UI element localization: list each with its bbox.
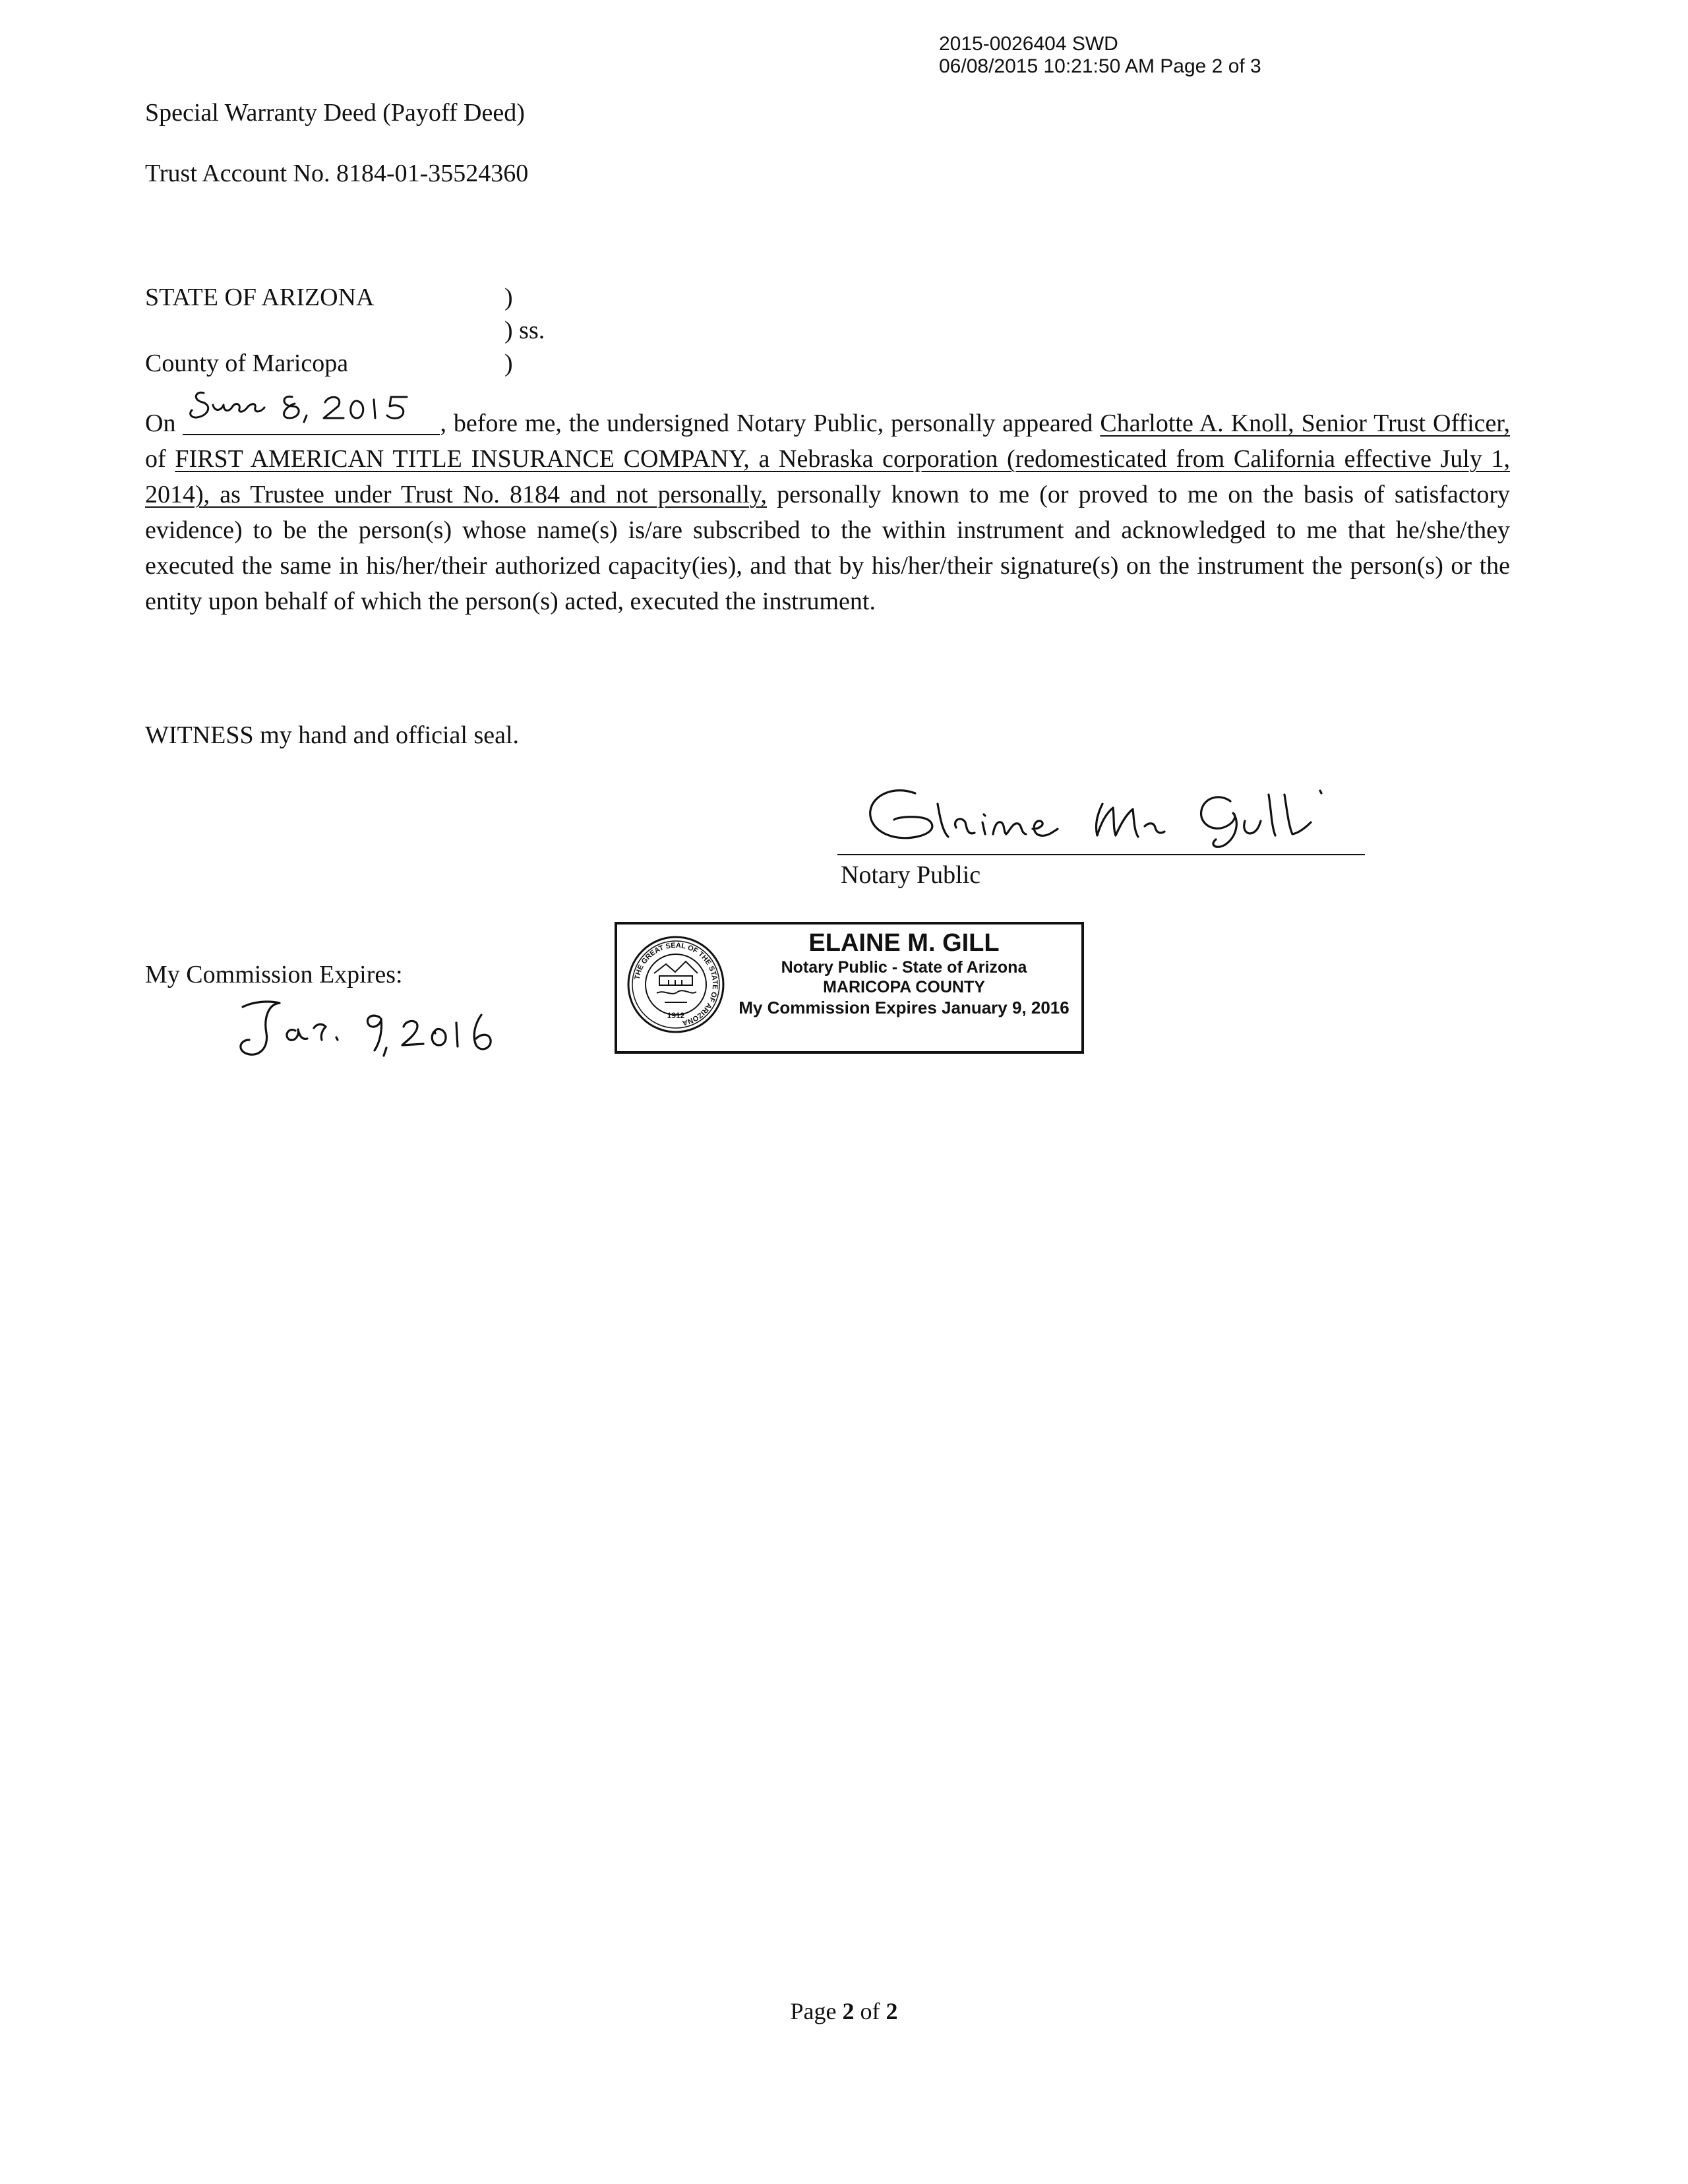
handwritten-date (183, 388, 440, 434)
venue-bracket: ) (504, 349, 513, 377)
stamp-notary-name: ELAINE M. GILL (808, 929, 1000, 957)
footer-current-page: 2 (842, 1998, 855, 2024)
ack-on: On (145, 410, 176, 437)
commission-handwritten-date (231, 992, 508, 1065)
ack-text-2: of (145, 445, 175, 473)
recording-header (939, 33, 1261, 78)
deed-title: Special Warranty Deed (Payoff Deed) (145, 99, 525, 127)
venue-bracket: ) (504, 284, 513, 311)
page-footer (0, 1997, 1688, 2026)
ack-entity: FIRST AMERICAN TITLE INSURANCE COMPANY, a Nebraska corporation (redomesticated from California effective July 1, 2014), as Trustee under Trust No. 8184 and not personally, (145, 445, 1510, 508)
footer-of-word: of (860, 1998, 880, 2024)
handwritten-date-blank (183, 408, 440, 435)
ack-text-3: personally known to me (or proved to me on the basis of satisfactory evidence) to be the person(s) whose name(s) is/are subscribed to the within instrument and acknowledged to me that he/she/they executed the same in his/her/their authorized capacity(ies), and that by his/her/their signature(s) on the instrument the person(s) or the entity upon behalf of which the person(s) acted, executed the instrument. (145, 481, 1510, 615)
acknowledgment-paragraph (145, 406, 1510, 619)
venue-county: County of Maricopa (145, 349, 349, 377)
recording-stamp: 06/08/2015 10:21:50 AM Page 2 of 3 (939, 55, 1261, 77)
notary-stamp (615, 922, 1084, 1054)
signature-line (837, 854, 1365, 855)
svg-text:THE GREAT SEAL OF THE STATE OF: THE GREAT SEAL OF THE STATE OF ARIZONA (633, 941, 719, 1027)
state-seal-icon (625, 934, 727, 1035)
trust-account-number: Trust Account No. 8184-01-35524360 (145, 160, 529, 187)
stamp-text (729, 928, 1079, 1018)
stamp-expiration: My Commission Expires January 9, 2016 (738, 998, 1070, 1017)
venue-bracket-ss: ) ss. (504, 317, 545, 344)
venue-block (145, 281, 607, 386)
recording-number: 2015-0026404 SWD (939, 33, 1118, 55)
stamp-county: MARICOPA COUNTY (823, 978, 985, 996)
svg-text:1912: 1912 (667, 1011, 685, 1020)
commission-expires-label: My Commission Expires: (145, 961, 403, 988)
ack-text-1: , before me, the undersigned Notary Public, personally appeared (440, 410, 1100, 437)
ack-signer: Charlotte A. Knoll, Senior Trust Officer, (1100, 410, 1511, 437)
stamp-notary-state: Notary Public - State of Arizona (781, 958, 1027, 977)
footer-total-pages: 2 (886, 1998, 898, 2024)
footer-page-word: Page (790, 1998, 837, 2024)
notary-signature (831, 781, 1372, 861)
notary-public-label: Notary Public (841, 861, 981, 889)
witness-line: WITNESS my hand and official seal. (145, 721, 520, 749)
venue-state: STATE OF ARIZONA (145, 284, 375, 311)
